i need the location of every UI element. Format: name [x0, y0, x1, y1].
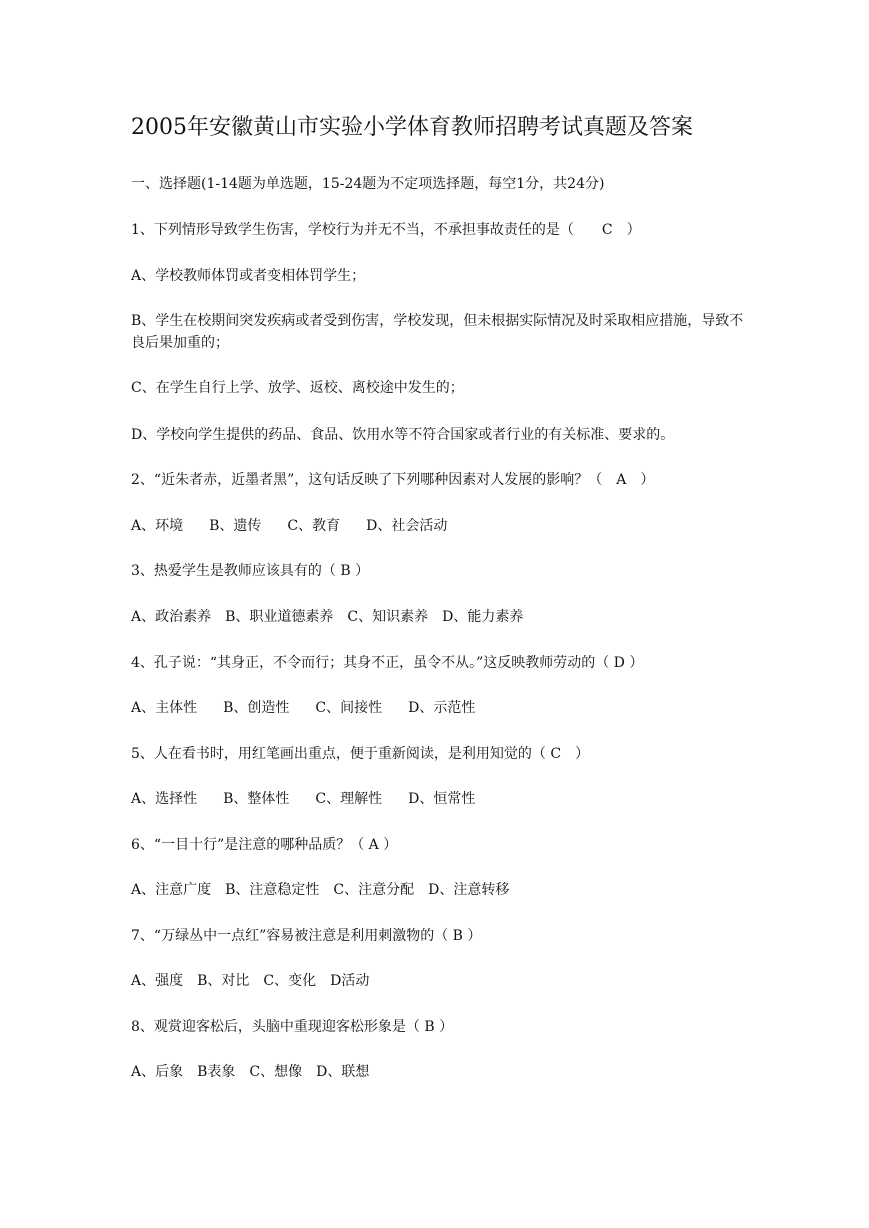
question-1-option-d: D、学校向学生提供的药品、食品、饮用水等不符合国家或者行业的有关标准、要求的。	[131, 427, 675, 443]
option-d: D、能力素养	[442, 609, 524, 625]
question-7: 7、“万绿丛中一点红”容易被注意是利用刺激物的（ B ）	[131, 928, 482, 944]
option-c: C、间接性	[315, 700, 383, 716]
question-3-options	[131, 606, 537, 628]
option-b: B、职业道德素养	[225, 609, 334, 625]
option-c: C、教育	[287, 518, 341, 534]
option-c: C、变化	[263, 973, 317, 989]
option-d: D、示范性	[408, 700, 476, 716]
option-d: D、恒常性	[408, 791, 476, 807]
option-a: A、选择性	[131, 791, 198, 807]
option-b: B、遗传	[209, 518, 262, 534]
option-d: D、联想	[316, 1064, 370, 1080]
option-c: C、注意分配	[333, 882, 415, 898]
option-d: D活动	[330, 973, 370, 989]
option-a: A、主体性	[131, 700, 198, 716]
question-8: 8、观赏迎客松后，头脑中重现迎客松形象是（ B ）	[131, 1019, 454, 1035]
question-5-options	[131, 788, 501, 810]
question-7-options	[131, 970, 383, 992]
option-d: D、社会活动	[366, 518, 448, 534]
question-3: 3、热爱学生是教师应该具有的（ B ）	[131, 563, 370, 579]
option-a: A、政治素养	[131, 609, 212, 625]
option-c: C、知识素养	[347, 609, 429, 625]
option-b: B、对比	[197, 973, 250, 989]
question-1-option-a: A、学校教师体罚或者变相体罚学生；	[131, 268, 366, 284]
option-a: A、环境	[131, 518, 184, 534]
section-heading: 一、选择题(1-14题为单选题，15-24题为不定项选择题，每空1分，共24分)	[131, 176, 605, 192]
option-b: B、注意稳定性	[225, 882, 320, 898]
question-4-options	[131, 697, 501, 719]
question-2: 2、“近朱者赤，近墨者黑”，这句话反映了下列哪种因素对人发展的影响？（ A ）	[131, 472, 655, 488]
option-a: A、后象	[131, 1064, 184, 1080]
question-5: 5、人在看书时，用红笔画出重点，便于重新阅读，是利用知觉的（ C ）	[131, 746, 590, 762]
question-1: 1、下列情形导致学生伤害，学校行为并无不当，不承担事故责任的是（ C ）	[131, 222, 641, 238]
question-8-options	[131, 1061, 383, 1083]
option-a: A、注意广度	[131, 882, 212, 898]
option-c: C、理解性	[315, 791, 383, 807]
option-d: D、注意转移	[428, 882, 510, 898]
option-b: B、整体性	[223, 791, 290, 807]
option-b: B、创造性	[223, 700, 290, 716]
question-4: 4、孔子说：“其身正，不令而行；其身不正，虽令不从。”这反映教师劳动的（ D ）	[131, 655, 644, 671]
question-6: 6、“一目十行”是注意的哪种品质？（ A ）	[131, 837, 398, 853]
document-title: 2005年安徽黄山市实验小学体育教师招聘考试真题及答案	[131, 115, 693, 140]
option-c: C、想像	[249, 1064, 303, 1080]
question-6-options	[131, 879, 523, 901]
question-1-option-c: C、在学生自行上学、放学、返校、离校途中发生的；	[131, 380, 464, 396]
question-2-options	[131, 515, 473, 537]
option-b: B表象	[197, 1064, 236, 1080]
question-1-option-b: B、学生在校期间突发疾病或者受到伤害，学校发现，但未根据实际情况及时采取相应措施，导致不良后果加重的；	[131, 313, 744, 351]
option-a: A、强度	[131, 973, 184, 989]
